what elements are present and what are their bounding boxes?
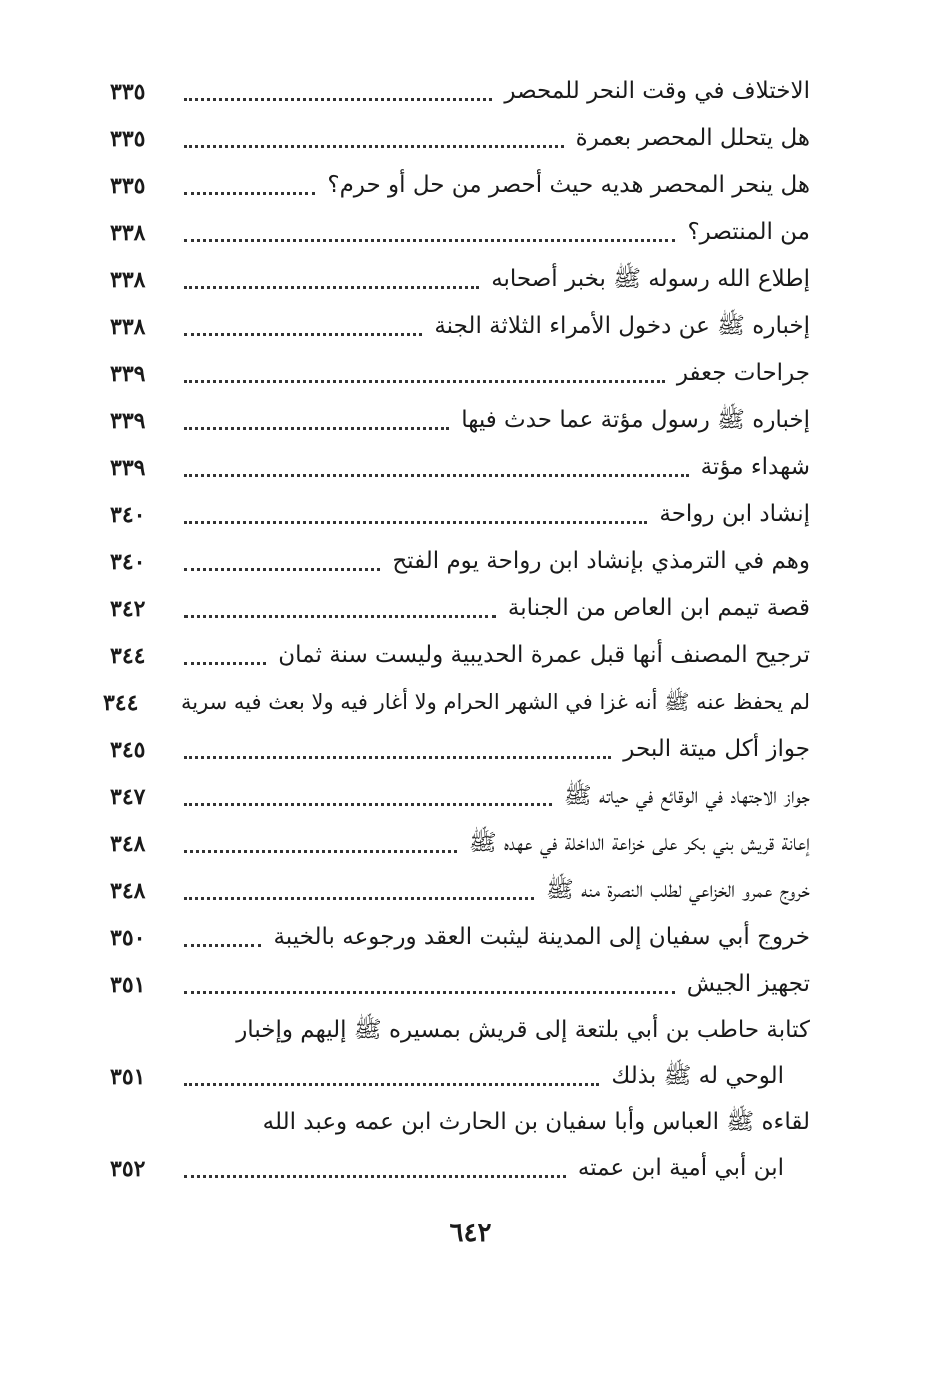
toc-entry-title: لقاءه ﷺ العباس وأبا سفيان بن الحارث ابن عمه وعبد الله (262, 1108, 810, 1135)
toc-entry-page: ٣٣٩ (110, 360, 146, 387)
toc-entry (110, 726, 810, 773)
dot-leader (184, 991, 675, 994)
toc-entry-page: ٣٤٨ (110, 877, 146, 904)
toc-entry-title: خروج أبي سفيان إلى المدينة ليثبت العقد ورجوعه بالخيبة (273, 923, 810, 950)
toc-entry-title: إنشاد ابن رواحة (659, 500, 810, 527)
toc-entry-page: ٣٤٤ (110, 642, 146, 669)
toc-entry (110, 256, 810, 303)
toc-entry-page: ٣٣٩ (110, 454, 146, 481)
dot-leader (184, 380, 665, 383)
toc-entry (110, 961, 810, 1008)
toc-entry-page: ٣٣٥ (110, 172, 146, 199)
toc-entry-page: ٣٥٢ (110, 1155, 146, 1182)
dot-leader (184, 944, 261, 947)
dot-leader (184, 286, 479, 289)
toc-entry (110, 867, 810, 914)
toc-entry (110, 585, 810, 632)
dot-leader (184, 756, 611, 759)
toc-entry-title: جواز الاجتهاد في الوقائع في حياته ﷺ (563, 782, 810, 809)
toc-entry (110, 820, 810, 867)
toc-entry-page: ٣٥١ (110, 1063, 146, 1090)
toc-entry-title: جراحات جعفر (676, 359, 810, 386)
toc-entry (110, 350, 810, 397)
toc-entry-title: وهم في الترمذي بإنشاد ابن رواحة يوم الفتح (392, 547, 810, 574)
page-number: ٦٤٢ (449, 1218, 492, 1248)
toc-entry-title: إطلاع الله رسوله ﷺ بخبر أصحابه (491, 265, 810, 292)
toc-entry (110, 632, 810, 679)
toc-entry-page: ٣٤٠ (110, 548, 146, 575)
toc-entry-line1 (110, 1100, 810, 1145)
toc-entry (110, 914, 810, 961)
dot-leader (184, 427, 449, 430)
toc-entry (110, 209, 810, 256)
toc-entry (110, 303, 810, 350)
toc-entry (110, 397, 810, 444)
toc-entry-page: ٣٣٥ (110, 78, 146, 105)
toc-entry (110, 491, 810, 538)
toc-entry-title: إعانة قريش بني بكر على خزاعة الداخلة في عهده ﷺ (468, 829, 810, 856)
toc-entry-page: ٣٥١ (110, 971, 146, 998)
dot-leader (184, 98, 492, 101)
toc-entry-title: تجهيز الجيش (686, 970, 810, 997)
toc-entry (110, 538, 810, 585)
dot-leader (184, 850, 457, 853)
toc-entry-title: من المنتصر؟ (687, 218, 810, 245)
dot-leader (184, 615, 496, 618)
toc-entry-page: ٣٣٥ (110, 125, 146, 152)
table-of-contents (102, 68, 810, 1192)
toc-entry-title: جواز أكل ميتة البحر (623, 735, 810, 762)
toc-entry (110, 444, 810, 491)
dot-leader (184, 239, 675, 242)
toc-entry-page: ٣٤٨ (110, 830, 146, 857)
toc-entry-page: ٣٣٨ (110, 266, 146, 293)
toc-entry-title: هل يتحلل المحصر بعمرة (575, 124, 810, 151)
toc-entry-page: ٣٤٥ (110, 736, 146, 763)
dot-leader (184, 1175, 566, 1178)
toc-entry-title: ترجيح المصنف أنها قبل عمرة الحديبية وليست سنة ثمان (278, 641, 810, 668)
dot-leader (184, 662, 266, 665)
toc-entry (110, 773, 810, 820)
dot-leader (184, 145, 564, 148)
toc-entry (110, 115, 810, 162)
toc-entry-title-cont: الوحي له ﷺ بذلك (611, 1062, 784, 1089)
toc-entry-title: شهداء مؤتة (700, 453, 810, 480)
toc-entry-page: ٣٤٠ (110, 501, 146, 528)
toc-entry (110, 68, 810, 115)
toc-entry-title: الاختلاف في وقت النحر للمحصر (504, 77, 810, 104)
toc-entry-page: ٣٣٨ (110, 219, 146, 246)
dot-leader (184, 474, 689, 477)
toc-entry-title-cont: ابن أبي أمية ابن عمته (577, 1154, 784, 1181)
toc-entry-title: كتابة حاطب بن أبي بلتعة إلى قريش بمسيره ﷺ إليهم وإخبار (236, 1016, 810, 1043)
toc-entry (102, 679, 810, 726)
dot-leader (184, 803, 552, 806)
toc-entry-title: هل ينحر المحصر هديه حيث أحصر من حل أو حرم؟ (327, 171, 810, 198)
dot-leader (184, 568, 380, 571)
toc-entry-page: ٣٣٩ (110, 407, 146, 434)
dot-leader (184, 1083, 599, 1086)
toc-entry-line2 (110, 1053, 810, 1100)
toc-entry-page: ٣٣٨ (110, 313, 146, 340)
toc-entry (110, 162, 810, 209)
toc-entry-title: إخباره ﷺ رسول مؤتة عما حدث فيها (461, 406, 810, 433)
toc-entry-page: ٣٥٠ (110, 924, 146, 951)
toc-entry-title: قصة تيمم ابن العاص من الجنابة (507, 594, 810, 621)
dot-leader (184, 192, 315, 195)
dot-leader (184, 333, 422, 336)
toc-entry-title: خروج عمرو الخزاعي لطلب النصرة منه ﷺ (546, 876, 810, 903)
dot-leader (184, 897, 534, 900)
toc-entry-page: ٣٤٧ (110, 783, 146, 810)
toc-entry-page: ٣٤٤ (102, 689, 139, 716)
toc-entry-title: لم يحفظ عنه ﷺ أنه غزا في الشهر الحرام ولا أغار فيه ولا بعث فيه سرية (180, 689, 810, 714)
toc-entry-line2 (110, 1145, 810, 1192)
toc-entry-title: إخباره ﷺ عن دخول الأمراء الثلاثة الجنة (434, 312, 810, 339)
toc-entry-line1 (110, 1008, 810, 1053)
dot-leader (184, 521, 647, 524)
toc-entry-page: ٣٤٢ (110, 595, 146, 622)
